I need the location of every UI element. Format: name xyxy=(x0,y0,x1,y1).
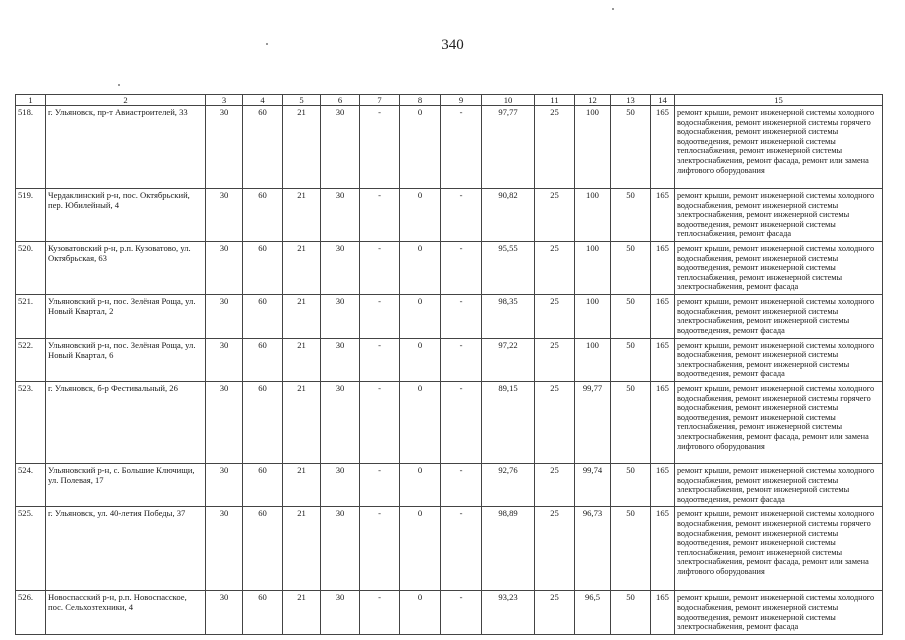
column-header-3: 3 xyxy=(206,95,243,106)
value-cell-col-6: 30 xyxy=(321,591,360,634)
scan-speck xyxy=(118,84,120,86)
column-header-1: 1 xyxy=(16,95,46,106)
column-header-10: 10 xyxy=(482,95,535,106)
value-cell-col-3: 30 xyxy=(206,463,243,506)
column-header-7: 7 xyxy=(360,95,400,106)
value-cell-col-13: 50 xyxy=(611,189,651,242)
value-cell-col-9: - xyxy=(441,338,482,381)
value-cell-col-8: 0 xyxy=(400,381,441,463)
table-row xyxy=(16,507,883,591)
value-cell-col-8: 0 xyxy=(400,106,441,189)
works-cell: ремонт крыши, ремонт инженерной системы холодного водоснабжения, ремонт инженерной системы водоотведения, ремонт инженерной системы теплоснабжения, ремонт инженерной системы электроснабжения, ремонт фасада xyxy=(675,242,883,295)
value-cell-col-10: 98,89 xyxy=(482,507,535,591)
value-cell-col-12: 100 xyxy=(575,242,611,295)
value-cell-col-3: 30 xyxy=(206,189,243,242)
value-cell-col-7: - xyxy=(360,507,400,591)
value-cell-col-14: 165 xyxy=(651,295,675,338)
table-row xyxy=(16,338,883,381)
value-cell-col-13: 50 xyxy=(611,507,651,591)
value-cell-col-12: 99,74 xyxy=(575,463,611,506)
value-cell-col-7: - xyxy=(360,189,400,242)
works-cell: ремонт крыши, ремонт инженерной системы холодного водоснабжения, ремонт инженерной системы электроснабжения, ремонт инженерной системы водоотведения, ремонт фасада xyxy=(675,338,883,381)
value-cell-col-7: - xyxy=(360,295,400,338)
value-cell-col-10: 97,77 xyxy=(482,106,535,189)
value-cell-col-10: 89,15 xyxy=(482,381,535,463)
value-cell-col-6: 30 xyxy=(321,189,360,242)
value-cell-col-3: 30 xyxy=(206,295,243,338)
value-cell-col-5: 21 xyxy=(283,507,321,591)
value-cell-col-4: 60 xyxy=(243,381,283,463)
column-header-2: 2 xyxy=(46,95,206,106)
works-cell: ремонт крыши, ремонт инженерной системы холодного водоснабжения, ремонт инженерной системы горячего водоснабжения, ремонт инженерной системы водоотведения, ремонт инженерной системы теплоснабжения, ремонт инженерной системы электроснабжения, ремонт фасада, ремонт или замена лифтового оборудования xyxy=(675,106,883,189)
value-cell-col-7: - xyxy=(360,338,400,381)
value-cell-col-5: 21 xyxy=(283,381,321,463)
table-row xyxy=(16,189,883,242)
value-cell-col-10: 95,55 xyxy=(482,242,535,295)
scan-speck xyxy=(266,43,268,45)
value-cell-col-4: 60 xyxy=(243,591,283,634)
value-cell-col-14: 165 xyxy=(651,591,675,634)
value-cell-col-5: 21 xyxy=(283,106,321,189)
column-header-15: 15 xyxy=(675,95,883,106)
value-cell-col-9: - xyxy=(441,507,482,591)
table-row xyxy=(16,381,883,463)
works-cell: ремонт крыши, ремонт инженерной системы холодного водоснабжения, ремонт инженерной системы электроснабжения, ремонт инженерной системы водоотведения, ремонт инженерной системы теплоснабжения, ремонт фасада xyxy=(675,189,883,242)
row-number: 522. xyxy=(16,338,46,381)
row-number: 524. xyxy=(16,463,46,506)
value-cell-col-9: - xyxy=(441,242,482,295)
value-cell-col-12: 96,5 xyxy=(575,591,611,634)
value-cell-col-6: 30 xyxy=(321,507,360,591)
address-cell: Новоспасский р-н, р.п. Новоспасское, пос. Сельхозтехники, 4 xyxy=(46,591,206,634)
column-header-5: 5 xyxy=(283,95,321,106)
row-number: 519. xyxy=(16,189,46,242)
value-cell-col-14: 165 xyxy=(651,242,675,295)
row-number: 525. xyxy=(16,507,46,591)
value-cell-col-3: 30 xyxy=(206,591,243,634)
value-cell-col-4: 60 xyxy=(243,106,283,189)
value-cell-col-14: 165 xyxy=(651,381,675,463)
column-header-14: 14 xyxy=(651,95,675,106)
value-cell-col-4: 60 xyxy=(243,463,283,506)
value-cell-col-11: 25 xyxy=(535,106,575,189)
value-cell-col-8: 0 xyxy=(400,189,441,242)
value-cell-col-5: 21 xyxy=(283,242,321,295)
address-cell: г. Ульяновск, б-р Фестивальный, 26 xyxy=(46,381,206,463)
value-cell-col-14: 165 xyxy=(651,189,675,242)
works-cell: ремонт крыши, ремонт инженерной системы холодного водоснабжения, ремонт инженерной системы водоотведения, ремонт инженерной системы электроснабжения, ремонт фасада xyxy=(675,591,883,634)
address-cell: Чердаклинский р-н, пос. Октябрьский, пер. Юбилейный, 4 xyxy=(46,189,206,242)
value-cell-col-4: 60 xyxy=(243,338,283,381)
value-cell-col-8: 0 xyxy=(400,338,441,381)
value-cell-col-6: 30 xyxy=(321,463,360,506)
header-row xyxy=(16,95,883,106)
value-cell-col-14: 165 xyxy=(651,106,675,189)
value-cell-col-12: 100 xyxy=(575,295,611,338)
address-cell: Ульяновский р-н, пос. Зелёная Роща, ул. Новый Квартал, 2 xyxy=(46,295,206,338)
value-cell-col-3: 30 xyxy=(206,106,243,189)
value-cell-col-14: 165 xyxy=(651,507,675,591)
value-cell-col-8: 0 xyxy=(400,463,441,506)
value-cell-col-3: 30 xyxy=(206,338,243,381)
column-header-12: 12 xyxy=(575,95,611,106)
address-cell: г. Ульяновск, ул. 40-летия Победы, 37 xyxy=(46,507,206,591)
value-cell-col-4: 60 xyxy=(243,295,283,338)
column-header-9: 9 xyxy=(441,95,482,106)
value-cell-col-12: 100 xyxy=(575,189,611,242)
value-cell-col-13: 50 xyxy=(611,381,651,463)
value-cell-col-6: 30 xyxy=(321,381,360,463)
value-cell-col-11: 25 xyxy=(535,381,575,463)
value-cell-col-8: 0 xyxy=(400,507,441,591)
value-cell-col-13: 50 xyxy=(611,338,651,381)
value-cell-col-11: 25 xyxy=(535,242,575,295)
table-row xyxy=(16,295,883,338)
value-cell-col-10: 97,22 xyxy=(482,338,535,381)
value-cell-col-11: 25 xyxy=(535,295,575,338)
value-cell-col-12: 100 xyxy=(575,106,611,189)
address-cell: Ульяновский р-н, пос. Зелёная Роща, ул. Новый Квартал, 6 xyxy=(46,338,206,381)
value-cell-col-6: 30 xyxy=(321,106,360,189)
value-cell-col-3: 30 xyxy=(206,381,243,463)
value-cell-col-3: 30 xyxy=(206,242,243,295)
column-header-8: 8 xyxy=(400,95,441,106)
value-cell-col-4: 60 xyxy=(243,189,283,242)
value-cell-col-5: 21 xyxy=(283,338,321,381)
row-number: 526. xyxy=(16,591,46,634)
value-cell-col-7: - xyxy=(360,463,400,506)
value-cell-col-11: 25 xyxy=(535,189,575,242)
value-cell-col-5: 21 xyxy=(283,591,321,634)
value-cell-col-10: 90,82 xyxy=(482,189,535,242)
value-cell-col-13: 50 xyxy=(611,295,651,338)
value-cell-col-7: - xyxy=(360,106,400,189)
value-cell-col-4: 60 xyxy=(243,242,283,295)
table-row xyxy=(16,591,883,634)
column-header-6: 6 xyxy=(321,95,360,106)
value-cell-col-4: 60 xyxy=(243,507,283,591)
table-row xyxy=(16,463,883,506)
value-cell-col-14: 165 xyxy=(651,463,675,506)
row-number: 518. xyxy=(16,106,46,189)
value-cell-col-5: 21 xyxy=(283,463,321,506)
value-cell-col-12: 100 xyxy=(575,338,611,381)
address-cell: г. Ульяновск, пр-т Авиастроителей, 33 xyxy=(46,106,206,189)
value-cell-col-6: 30 xyxy=(321,338,360,381)
value-cell-col-8: 0 xyxy=(400,242,441,295)
table-row xyxy=(16,106,883,189)
value-cell-col-6: 30 xyxy=(321,242,360,295)
table-row xyxy=(16,242,883,295)
value-cell-col-11: 25 xyxy=(535,507,575,591)
row-number: 523. xyxy=(16,381,46,463)
value-cell-col-5: 21 xyxy=(283,295,321,338)
works-cell: ремонт крыши, ремонт инженерной системы холодного водоснабжения, ремонт инженерной системы электроснабжения, ремонт инженерной системы водоотведения, ремонт фасада xyxy=(675,463,883,506)
value-cell-col-10: 93,23 xyxy=(482,591,535,634)
value-cell-col-12: 96,73 xyxy=(575,507,611,591)
page-number: 340 xyxy=(441,37,464,53)
scan-speck xyxy=(612,8,614,10)
value-cell-col-9: - xyxy=(441,189,482,242)
value-cell-col-7: - xyxy=(360,242,400,295)
value-cell-col-9: - xyxy=(441,295,482,338)
address-cell: Ульяновский р-н, с. Большие Ключищи, ул. Полевая, 17 xyxy=(46,463,206,506)
value-cell-col-10: 92,76 xyxy=(482,463,535,506)
column-header-11: 11 xyxy=(535,95,575,106)
value-cell-col-6: 30 xyxy=(321,295,360,338)
value-cell-col-13: 50 xyxy=(611,106,651,189)
works-cell: ремонт крыши, ремонт инженерной системы холодного водоснабжения, ремонт инженерной системы горячего водоснабжения, ремонт инженерной системы водоотведения, ремонт инженерной системы теплоснабжения, ремонт инженерной системы электроснабжения, ремонт фасада, ремонт или замена лифтового оборудования xyxy=(675,381,883,463)
value-cell-col-8: 0 xyxy=(400,295,441,338)
value-cell-col-13: 50 xyxy=(611,463,651,506)
capital-repair-table xyxy=(15,94,883,635)
row-number: 521. xyxy=(16,295,46,338)
value-cell-col-13: 50 xyxy=(611,591,651,634)
value-cell-col-9: - xyxy=(441,106,482,189)
value-cell-col-14: 165 xyxy=(651,338,675,381)
value-cell-col-12: 99,77 xyxy=(575,381,611,463)
value-cell-col-7: - xyxy=(360,381,400,463)
value-cell-col-9: - xyxy=(441,381,482,463)
value-cell-col-7: - xyxy=(360,591,400,634)
address-cell: Кузоватовский р-н, р.п. Кузоватово, ул. Октябрьская, 63 xyxy=(46,242,206,295)
value-cell-col-10: 98,35 xyxy=(482,295,535,338)
works-cell: ремонт крыши, ремонт инженерной системы холодного водоснабжения, ремонт инженерной системы горячего водоснабжения, ремонт инженерной системы водоотведения, ремонт инженерной системы теплоснабжения, ремонт инженерной системы электроснабжения, ремонт фасада, ремонт или замена лифтового оборудования xyxy=(675,507,883,591)
value-cell-col-13: 50 xyxy=(611,242,651,295)
row-number: 520. xyxy=(16,242,46,295)
table-body xyxy=(16,106,883,635)
value-cell-col-11: 25 xyxy=(535,338,575,381)
value-cell-col-3: 30 xyxy=(206,507,243,591)
value-cell-col-11: 25 xyxy=(535,463,575,506)
value-cell-col-9: - xyxy=(441,463,482,506)
value-cell-col-9: - xyxy=(441,591,482,634)
value-cell-col-5: 21 xyxy=(283,189,321,242)
value-cell-col-8: 0 xyxy=(400,591,441,634)
works-cell: ремонт крыши, ремонт инженерной системы холодного водоснабжения, ремонт инженерной системы электроснабжения, ремонт инженерной системы водоотведения, ремонт фасада xyxy=(675,295,883,338)
column-header-13: 13 xyxy=(611,95,651,106)
value-cell-col-11: 25 xyxy=(535,591,575,634)
column-header-4: 4 xyxy=(243,95,283,106)
